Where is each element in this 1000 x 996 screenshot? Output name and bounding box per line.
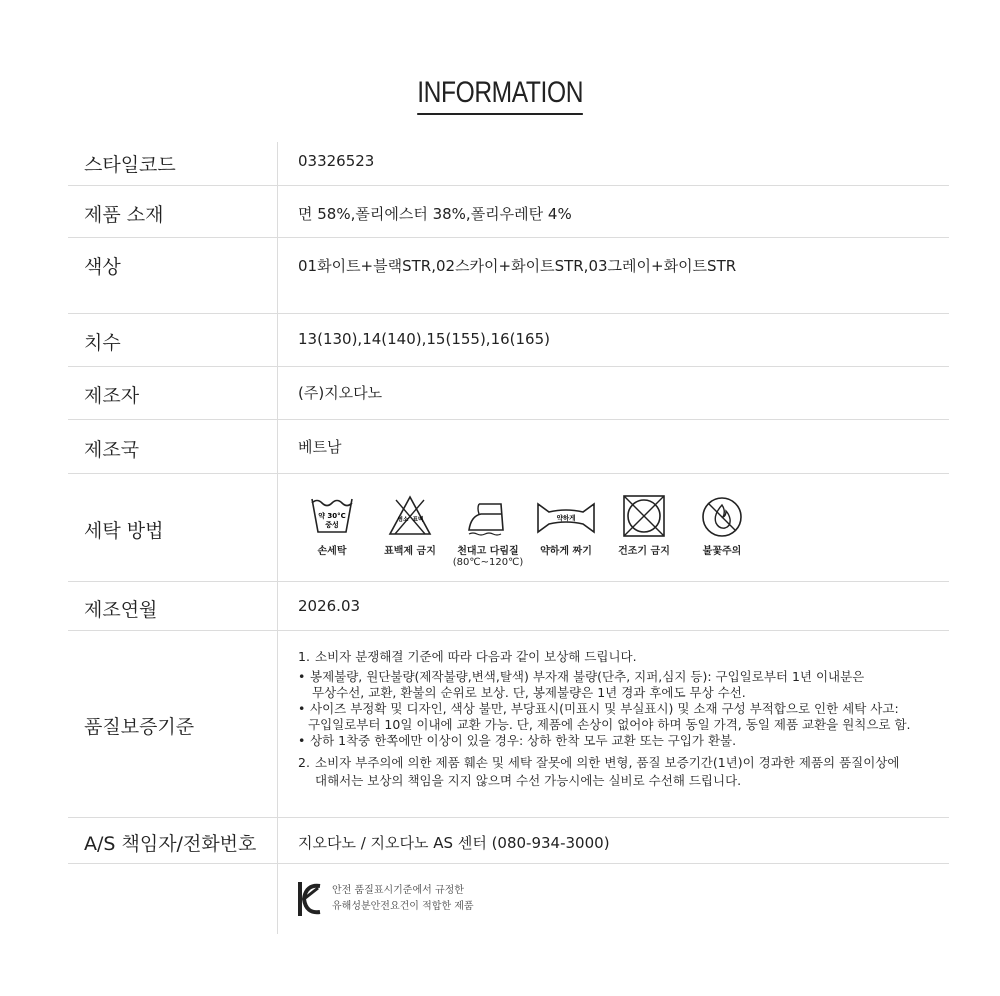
warranty-item-2 <box>298 755 948 771</box>
value-date: 2026.03 <box>298 597 361 615</box>
care-item-no-bleach <box>374 494 446 568</box>
care-inner-text: 염소 <box>397 517 409 523</box>
care-inner-text: 약 30°C <box>318 512 346 520</box>
kc-text <box>332 883 474 915</box>
value-as: 지오다노 / 지오다노 AS 센터 (080-934-3000) <box>298 834 610 852</box>
care-item-flame-caution <box>686 494 758 568</box>
warranty-item-1 <box>298 649 948 665</box>
bullet-text-cont: 구입일로부터 10일 이내에 교환 가능. 단, 제품에 손상이 없어야 하며 동일 가격, 동일 제품 교환을 원칙으로 함. <box>308 717 911 732</box>
value-maker: (주)지오다노 <box>298 384 383 402</box>
care-item-hand-wash <box>296 494 368 568</box>
value-material: 면 58%,폴리에스터 38%,폴리우레탄 4% <box>298 205 572 223</box>
kc-mark-icon <box>298 880 324 918</box>
page-title-wrap <box>0 74 1000 115</box>
bullet: • <box>298 701 306 716</box>
kc-line-2: 유해성분안전요건이 적합한 제품 <box>332 901 474 912</box>
label-maker: 제조자 <box>84 385 140 407</box>
warranty-bullet-2 <box>298 701 948 717</box>
warranty-bullet-1 <box>298 669 948 685</box>
bullet: • <box>298 733 306 748</box>
item-text: 소비자 부주의에 의한 제품 훼손 및 세탁 잘못에 의한 변형, 품질 보증기간(1년)이 경과한 제품의 품질이상에 <box>315 755 900 770</box>
value-color: 01화이트+블랙STR,02스카이+화이트STR,03그레이+화이트STR <box>298 257 737 275</box>
row-country <box>68 420 949 474</box>
bullet-text: 사이즈 부정확 및 디자인, 색상 불만, 부당표시(미표시 및 부실표시) 및 소재 구성 부적합으로 인한 세탁 사고: <box>310 701 899 716</box>
gentle-wring-icon <box>535 494 597 538</box>
value-size: 13(130),14(140),15(155),16(165) <box>298 330 550 348</box>
label-washing: 세탁 방법 <box>84 520 164 542</box>
care-label: 불꽃주의 <box>702 546 742 557</box>
row-color <box>68 238 949 314</box>
care-label: 천대고 다림질 <box>457 546 519 557</box>
item-text: 소비자 분쟁해결 기준에 따라 다음과 같이 보상해 드립니다. <box>315 649 637 664</box>
care-item-no-tumble-dry <box>608 494 680 568</box>
bullet-text-cont: 무상수선, 교환, 환불의 순위로 보상. 단, 봉제불량은 1년 경과 후에도 무상 수선. <box>312 685 746 700</box>
value-style-code: 03326523 <box>298 152 375 170</box>
care-inner-text: 표백 <box>412 517 424 523</box>
kc-certification <box>298 880 474 918</box>
item-number: 2. <box>298 755 310 770</box>
care-inner-text: 중성 <box>325 521 339 529</box>
row-date <box>68 582 949 631</box>
iron-icon <box>465 494 511 538</box>
care-label: 표백제 금지 <box>384 546 436 557</box>
row-maker <box>68 367 949 420</box>
label-color: 색상 <box>84 256 121 278</box>
label-style-code: 스타일코드 <box>84 154 176 176</box>
care-sub-label: (80℃~120℃) <box>452 557 524 568</box>
item-number: 1. <box>298 649 310 664</box>
no-bleach-icon <box>387 494 433 538</box>
row-warranty <box>68 631 949 818</box>
care-label: 약하게 짜기 <box>540 546 592 557</box>
value-country: 베트남 <box>298 438 342 456</box>
flame-caution-icon <box>699 494 745 538</box>
care-icons <box>296 494 764 568</box>
row-size <box>68 314 949 367</box>
bullet-text: 상하 1착중 한쪽에만 이상이 있을 경우: 상하 한착 모두 교환 또는 구입가 환불. <box>310 733 737 748</box>
bullet-text: 봉제불량, 원단불량(제작불량,변색,탈색) 부자재 불량(단추, 지퍼,심지 등): 구입일로부터 1년 이내분은 <box>310 669 865 684</box>
kc-line-1: 안전 품질표시기준에서 규정한 <box>332 885 464 896</box>
label-country: 제조국 <box>84 439 140 461</box>
care-label: 건조기 금지 <box>618 546 670 557</box>
label-as: A/S 책임자/전화번호 <box>84 833 257 855</box>
page-title: INFORMATION <box>417 74 583 115</box>
care-item-iron <box>452 494 524 568</box>
warranty-text <box>298 649 948 789</box>
care-label: 손세탁 <box>317 546 347 557</box>
row-material <box>68 186 949 238</box>
warranty-bullet-3 <box>298 733 948 749</box>
label-material: 제품 소재 <box>84 204 164 226</box>
bullet: • <box>298 669 306 684</box>
no-tumble-dry-icon <box>621 494 667 538</box>
care-inner-text: 약하게 <box>556 514 576 522</box>
care-item-gentle-wring <box>530 494 602 568</box>
label-date: 제조연월 <box>84 599 158 621</box>
row-as <box>68 818 949 864</box>
row-washing <box>68 474 949 582</box>
label-size: 치수 <box>84 332 121 354</box>
label-warranty: 품질보증기준 <box>84 716 195 738</box>
row-style-code <box>68 142 949 186</box>
hand-wash-icon <box>309 494 355 538</box>
item-text-cont: 대해서는 보상의 책임을 지지 않으며 수선 가능시에는 실비로 수선해 드립니다. <box>315 773 742 788</box>
